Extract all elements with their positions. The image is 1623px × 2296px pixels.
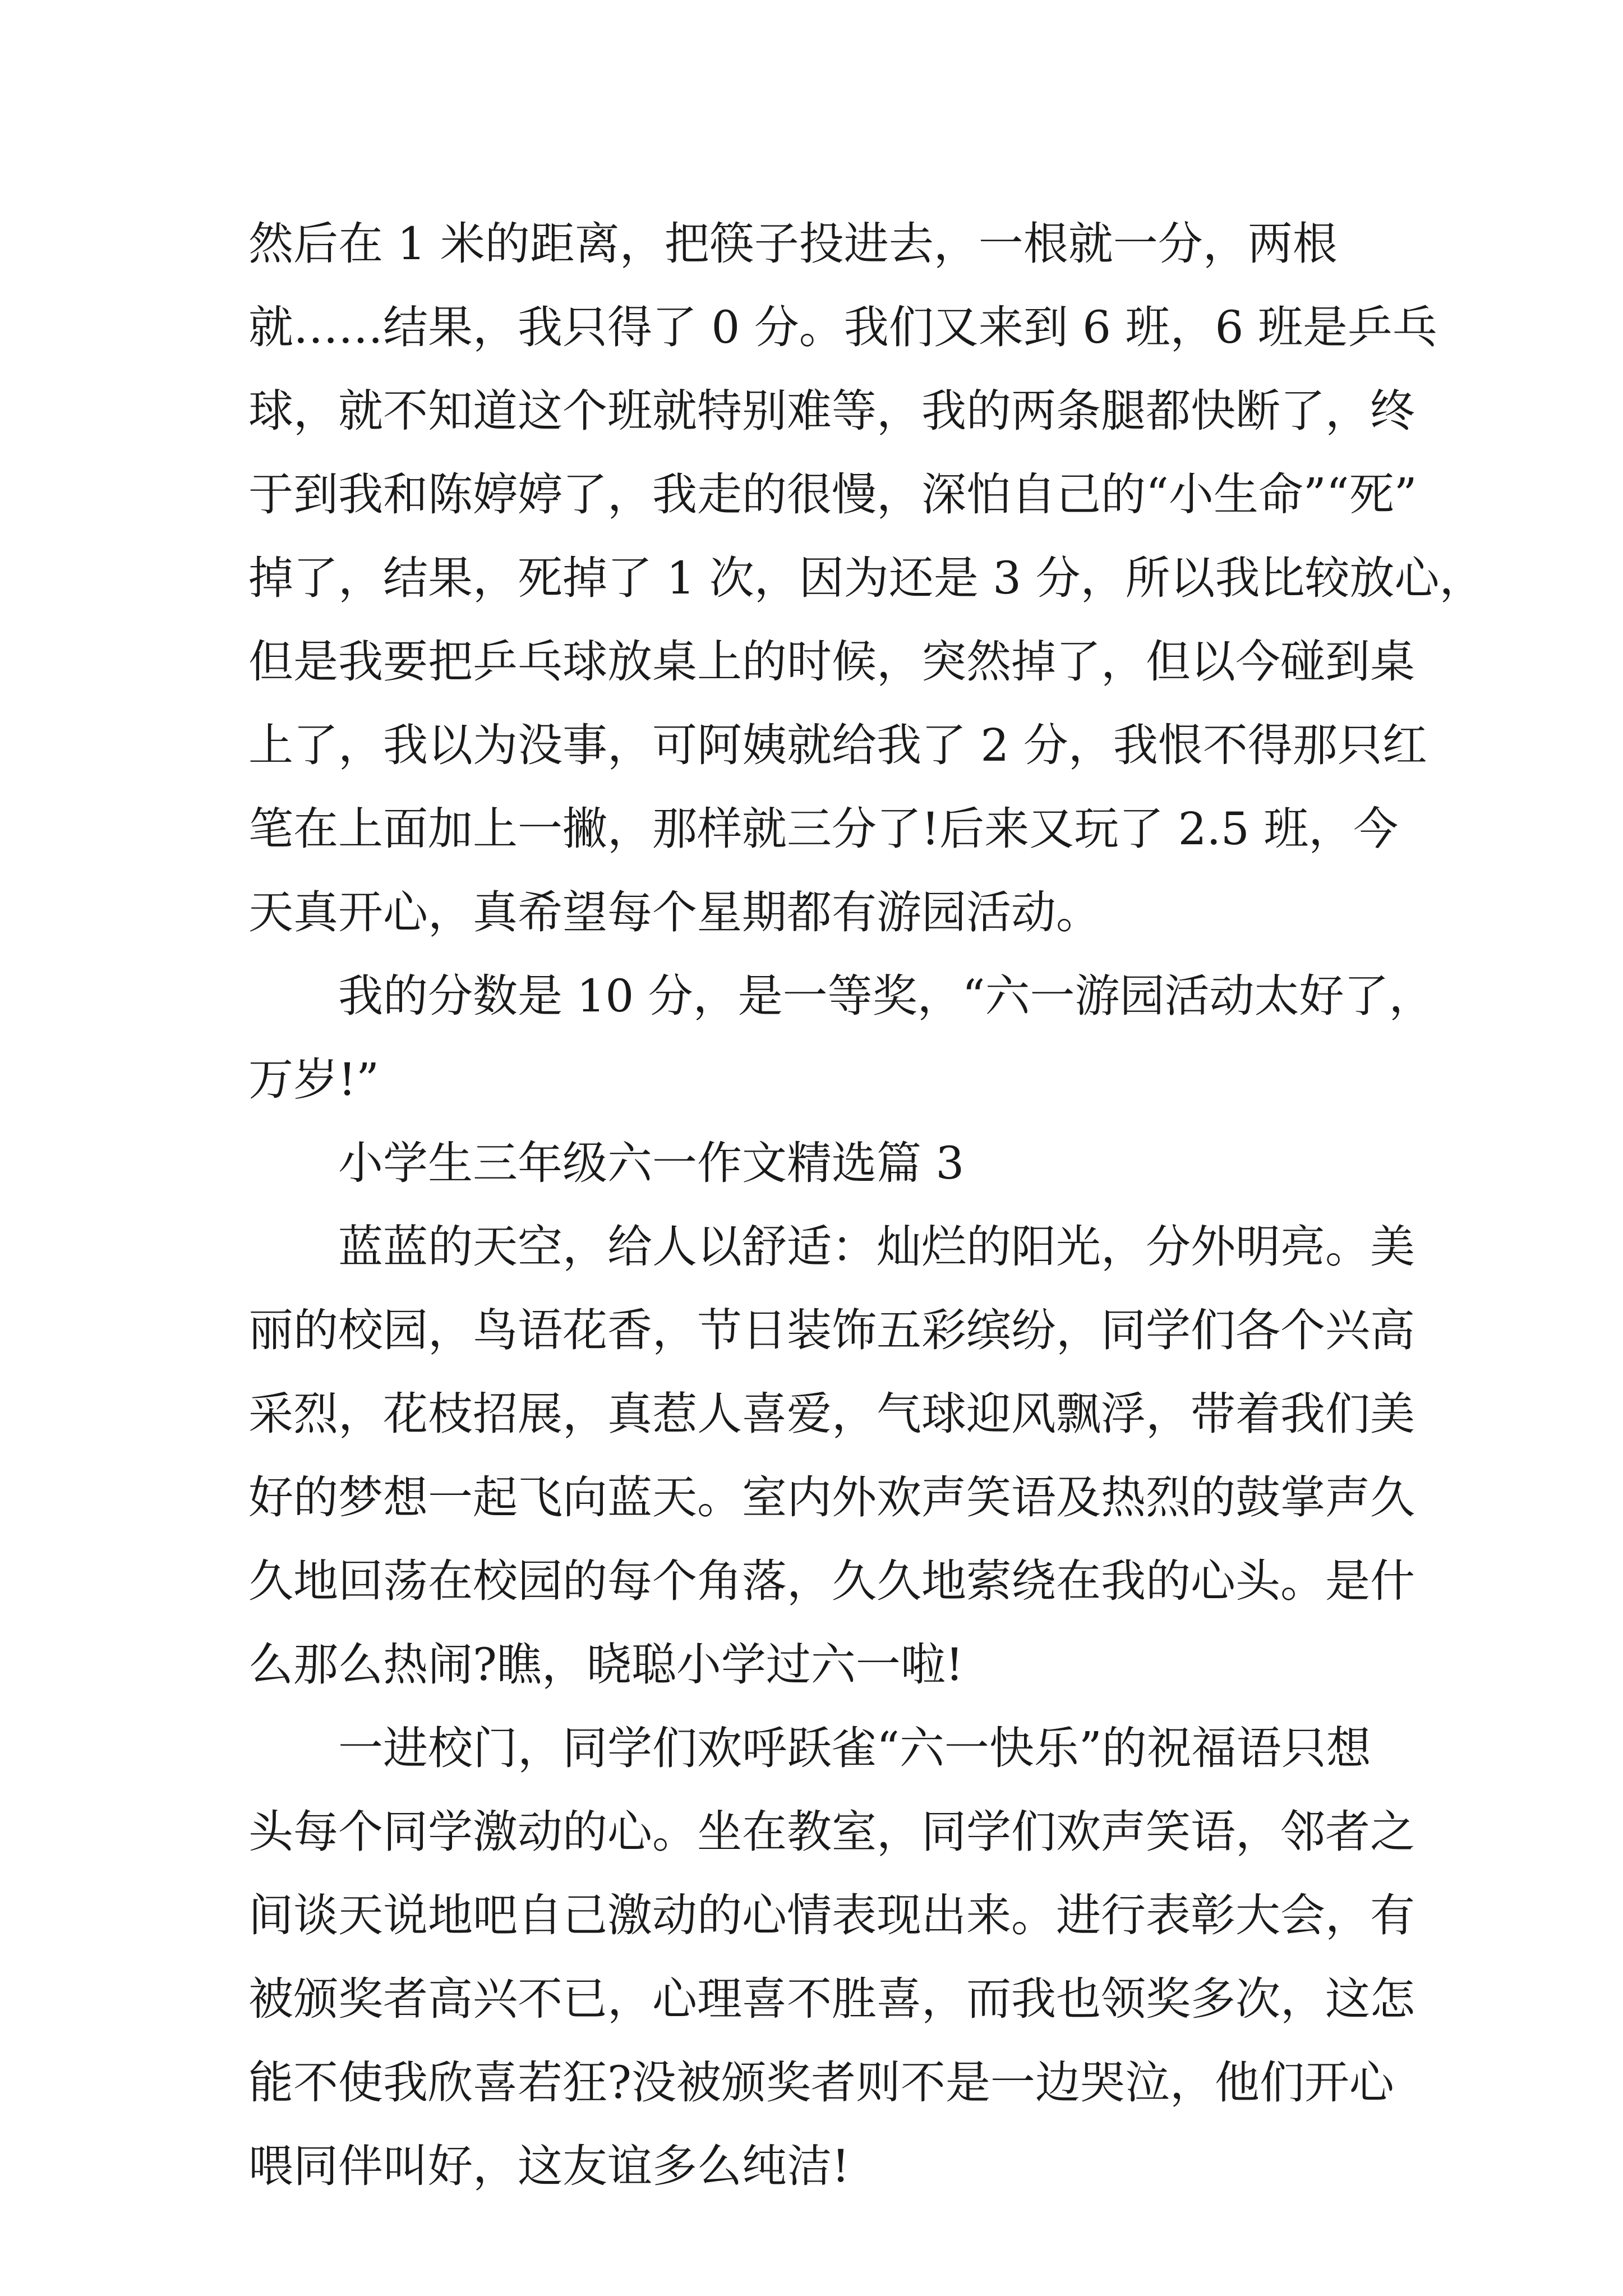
text-line: 上了，我以为没事，可阿姨就给我了 2 分，我恨不得那只红 [248,719,1427,771]
body-text [248,202,1484,2208]
text-line: 丽的校园，鸟语花香，节日装饰五彩缤纷，同学们各个兴高 [248,1304,1415,1356]
text-line: 一进校门，同学们欢呼跃雀“六一快乐”的祝福语只想 [248,1722,1371,1774]
text-line: 采烈，花枝招展，真惹人喜爱，气球迎风飘浮，带着我们美 [248,1388,1415,1440]
text-line: 万岁!” [248,1053,380,1106]
text-line: 我的分数是 10 分，是一等奖，“六一游园活动太好了， [248,970,1434,1022]
text-line: 头每个同学激动的心。坐在教室，同学们欢声笑语，邻者之 [248,1806,1415,1858]
text-line: 么那么热闹?瞧，晓聪小学过六一啦! [248,1639,964,1691]
text-line: 就……结果，我只得了 0 分。我们又来到 6 班，6 班是乒乓 [248,301,1437,353]
text-line: 被颁奖者高兴不已，心理喜不胜喜，而我也领奖多次，这怎 [248,1973,1415,2025]
text-line: 间谈天说地吧自己激动的心情表现出来。进行表彰大会，有 [248,1889,1415,1941]
text-line: 然后在 1 米的距离，把筷子投进去，一根就一分，两根 [248,218,1338,270]
text-line: 能不使我欣喜若狂?没被颁奖者则不是一边哭泣，他们开心 [248,2056,1394,2109]
text-line: 蓝蓝的天空，给人以舒适：灿烂的阳光，分外明亮。美 [248,1221,1415,1273]
text-line: 笔在上面加上一撇，那样就三分了!后来又玩了 2.5 班，今 [248,803,1399,855]
section-heading: 小学生三年级六一作文精选篇 3 [248,1137,965,1189]
text-line: 天真开心，真希望每个星期都有游园活动。 [248,886,1101,938]
text-line: 久地回荡在校园的每个角落，久久地萦绕在我的心头。是什 [248,1555,1415,1607]
text-line: 好的梦想一起飞向蓝天。室内外欢声笑语及热烈的鼓掌声久 [248,1471,1415,1524]
text-line: 但是我要把乒乓球放桌上的时候，突然掉了，但以今碰到桌 [248,636,1415,688]
text-line: 掉了，结果，死掉了 1 次，因为还是 3 分，所以我比较放心， [248,552,1484,604]
text-line: 喂同伴叫好，这友谊多么纯洁! [248,2140,850,2192]
text-line: 球，就不知道这个班就特别难等，我的两条腿都快断了，终 [248,385,1415,437]
text-line: 于到我和陈婷婷了，我走的很慢，深怕自己的“小生命”“死” [248,468,1417,521]
